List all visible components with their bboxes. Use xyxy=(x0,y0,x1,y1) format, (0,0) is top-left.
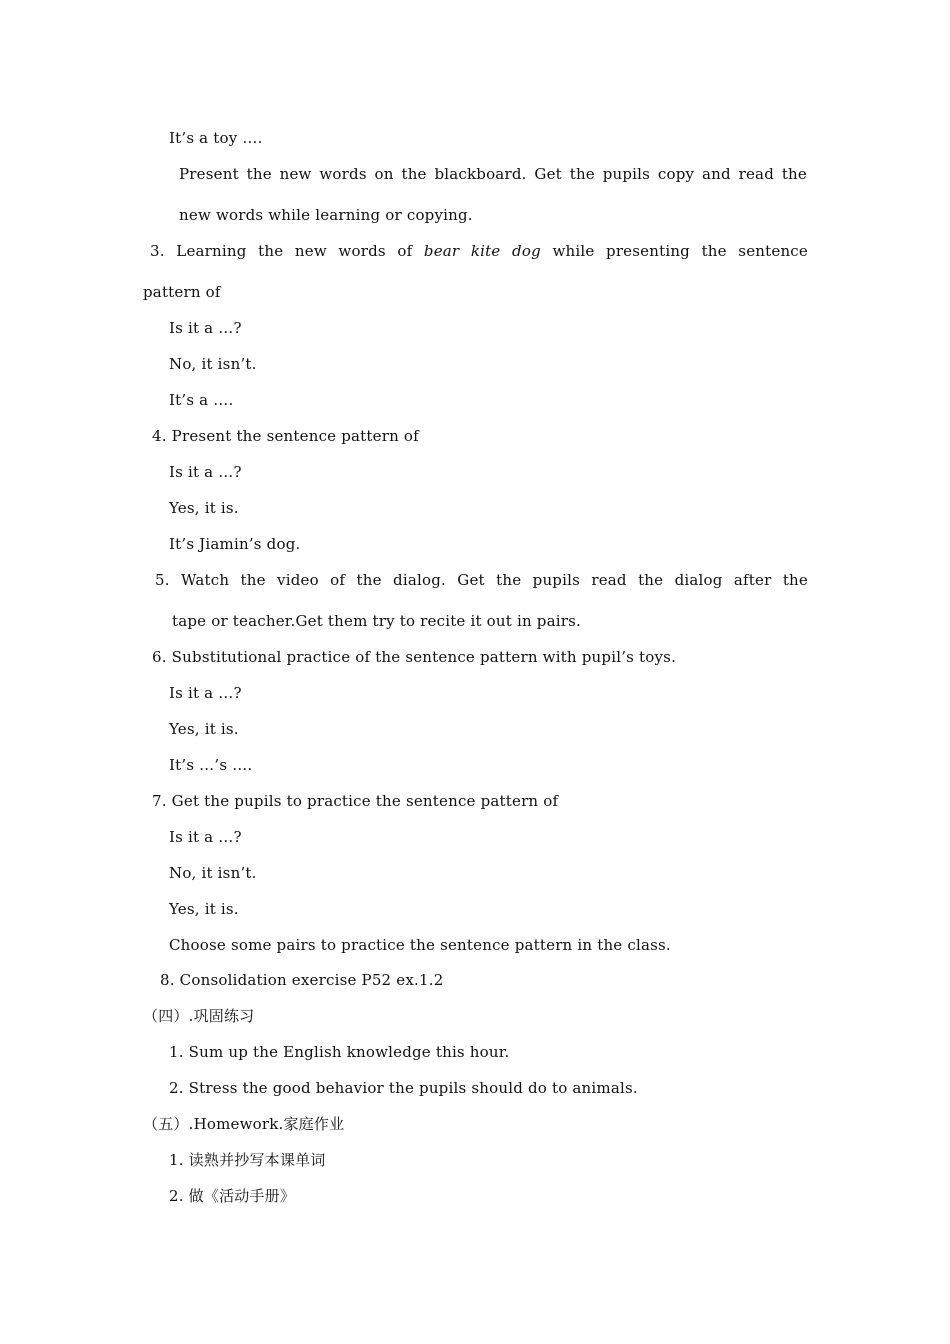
text-segment: while presenting the sentence xyxy=(540,242,808,260)
text-line: It’s a toy …. xyxy=(169,129,263,147)
text-line: tape or teacher.Get them try to recite it out in pairs. xyxy=(172,612,581,630)
text-line: No, it isn’t. xyxy=(169,864,257,882)
text-line: 1. Sum up the English knowledge this hour. xyxy=(169,1043,510,1061)
text-line: Choose some pairs to practice the sentence pattern in the class. xyxy=(169,936,671,954)
text-line: Yes, it is. xyxy=(169,499,239,517)
text-line: new words while learning or copying. xyxy=(179,206,473,224)
text-line: Is it a …? xyxy=(169,319,242,337)
text-line-step-4: 4. Present the sentence pattern of xyxy=(152,427,419,445)
text-line: 1. 读熟并抄写本课单词 xyxy=(169,1151,326,1169)
text-line-step-5: 5. Watch the video of the dialog. Get the pupils read the dialog after the xyxy=(155,571,808,589)
text-line: It’s a …. xyxy=(169,391,234,409)
text-line: Present the new words on the blackboard. Get the pupils copy and read the xyxy=(179,165,807,183)
text-segment: 3. Learning the new words of xyxy=(150,242,424,260)
text-line-step-6: 6. Substitutional practice of the sentence pattern with pupil’s toys. xyxy=(152,648,677,666)
text-line: Is it a …? xyxy=(169,463,242,481)
text-line-step-3 xyxy=(150,241,808,261)
text-line: 2. 做《活动手册》 xyxy=(169,1187,296,1205)
text-line: It’s Jiamin’s dog. xyxy=(169,535,301,553)
text-line: No, it isn’t. xyxy=(169,355,257,373)
text-line-step-7: 7. Get the pupils to practice the sentence pattern of xyxy=(152,792,559,810)
text-line: Is it a …? xyxy=(169,684,242,702)
section-heading: （四）.巩固练习 xyxy=(143,1007,255,1025)
section-heading: （五）.Homework.家庭作业 xyxy=(143,1115,345,1133)
text-line: 2. Stress the good behavior the pupils should do to animals. xyxy=(169,1079,638,1097)
text-line: Yes, it is. xyxy=(169,720,239,738)
italic-vocabulary: bear kite dog xyxy=(423,242,541,260)
text-line: Yes, it is. xyxy=(169,900,239,918)
text-line: It’s …’s …. xyxy=(169,756,253,774)
text-line: Is it a …? xyxy=(169,828,242,846)
text-line-step-8: 8. Consolidation exercise P52 ex.1.2 xyxy=(160,971,444,989)
text-line: pattern of xyxy=(143,283,221,301)
